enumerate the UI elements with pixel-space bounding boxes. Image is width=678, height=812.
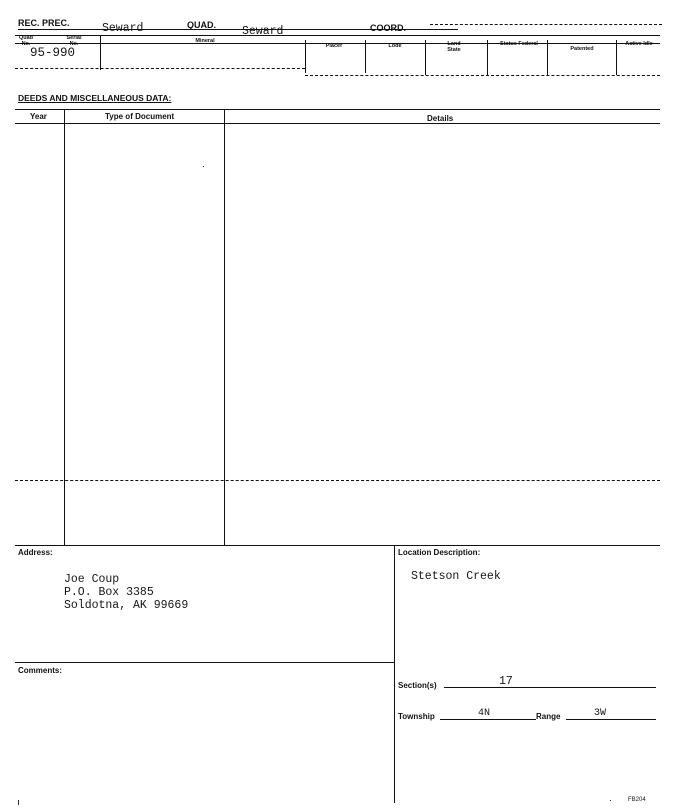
record-rule-dashed-left [15, 68, 305, 69]
section-value: 17 [499, 675, 513, 688]
divider-land [425, 40, 426, 75]
quad-serial-value: 95-990 [30, 46, 76, 60]
header-rule-dashed [430, 24, 662, 25]
range-underline [566, 719, 656, 720]
divider-placer [305, 40, 306, 73]
deeds-header-rule [15, 123, 660, 124]
address-line: Joe Coup [64, 573, 120, 586]
comments-top-rule [15, 662, 394, 663]
speck-mark [203, 166, 204, 167]
location-description-label: Location Description: [398, 548, 481, 557]
township-label: Township [398, 712, 435, 721]
location-description-value: Stetson Creek [411, 570, 501, 583]
comments-label: Comments: [18, 666, 63, 675]
lode-label: Lode [388, 43, 402, 49]
serial-no-label: Serial No. [66, 35, 82, 47]
rec-prec-label: REC. PREC. [18, 18, 70, 28]
patented-label: Patented [570, 46, 594, 52]
type-of-document-header: Type of Document [105, 112, 175, 121]
mineral-label: Mineral [195, 38, 215, 44]
deeds-title: DEEDS AND MISCELLANEOUS DATA: [18, 93, 172, 103]
divider-active [616, 40, 617, 75]
year-header: Year [30, 112, 47, 121]
divider-lode [365, 40, 366, 73]
rec-prec-value: Seward [102, 22, 144, 35]
form-stamp: FB204 [628, 797, 646, 803]
range-label: Range [536, 712, 561, 721]
record-rule-dashed-right [305, 75, 660, 76]
deeds-dashed-separator [15, 480, 660, 481]
active-idle-label: Active Idle [625, 41, 653, 47]
details-header: Details [427, 114, 454, 123]
status-federal-label: Status Federal [500, 41, 538, 47]
land-status-state-label: Land State [447, 41, 461, 53]
section-underline [444, 687, 656, 688]
quad-label: QUAD. [187, 20, 216, 30]
deeds-bottom-rule [15, 545, 660, 546]
divider-federal [487, 40, 488, 75]
range-value: 3W [594, 708, 607, 719]
placer-label: Placer [325, 43, 343, 49]
address-location-divider [394, 545, 395, 803]
divider-mineral [100, 35, 101, 70]
quad-no-label: Quad No. [18, 35, 34, 47]
divider-patented [547, 40, 548, 75]
speck-mark [18, 800, 19, 805]
address-line: P.O. Box 3385 [64, 586, 154, 599]
township-value: 4N [478, 708, 491, 719]
coord-label: COORD. [370, 23, 406, 33]
section-label: Section(s) [398, 681, 437, 690]
column-header-top-rule [15, 35, 660, 36]
address-label: Address: [18, 548, 53, 557]
quad-value: Seward [242, 25, 284, 38]
address-line: Soldotna, AK 99669 [64, 599, 189, 612]
address-block [64, 573, 188, 612]
header-rule [18, 29, 458, 30]
speck-mark [610, 800, 611, 801]
deeds-top-rule [15, 109, 660, 110]
